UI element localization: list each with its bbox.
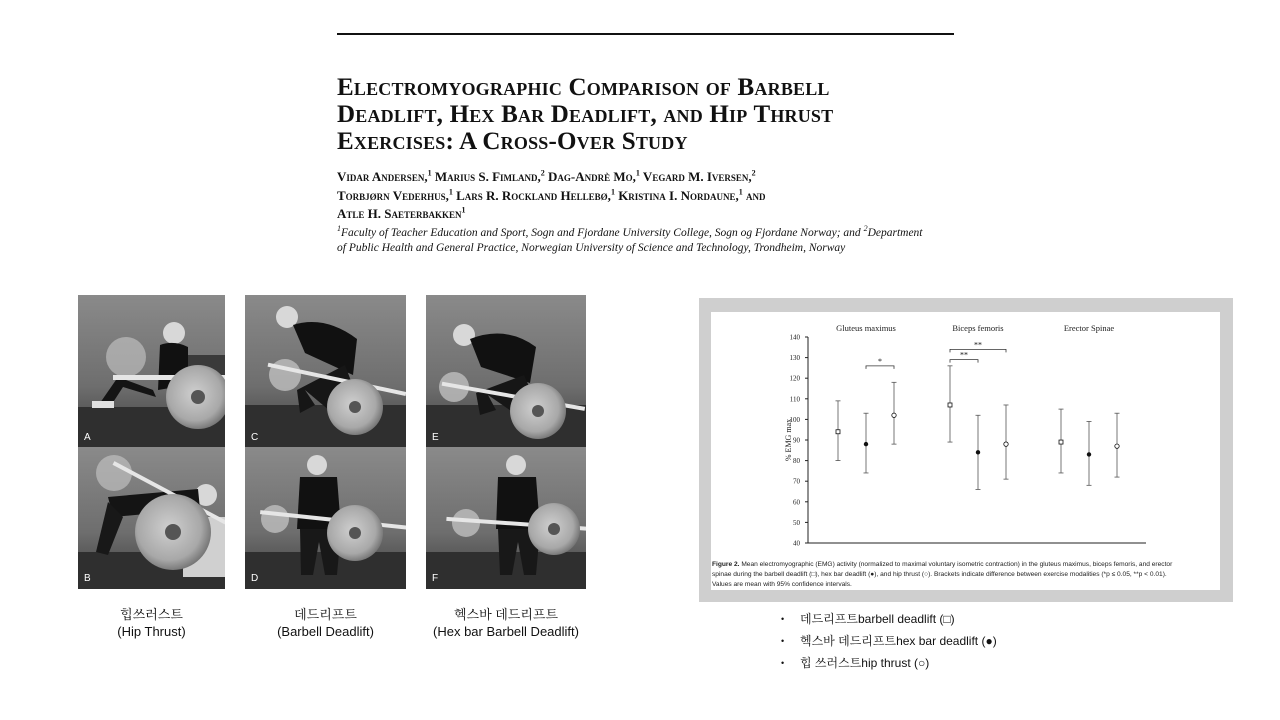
author-line-1 [337, 168, 977, 187]
panel-letter-b: B [84, 573, 91, 584]
author-affil-sup: 1 [635, 168, 640, 178]
affiliation-line-1 [337, 226, 977, 241]
caption-korean: 데드리프트 [294, 607, 357, 622]
caption-hex-bar-deadlift [416, 606, 596, 640]
category-label: Biceps femoris [952, 323, 1004, 333]
bullet-korean: 힙 쓰러스트 [800, 656, 862, 670]
figure-caption-line-2: spinae during the barbell deadlift (□), hex bar deadlift (●), and hip thrust (○). Brackets indicate difference between exercise modalities (*p ≤ 0.05, **p < 0.01). [712, 571, 1167, 578]
caption-english: (Hip Thrust) [117, 624, 186, 639]
y-tick-label: 120 [789, 374, 800, 383]
affil-sup: 2 [863, 224, 868, 234]
bullet-dot: • [781, 614, 785, 624]
author-name: Kristina I. Nordaune, [614, 187, 739, 203]
caption-korean: 힙쓰러스트 [120, 607, 183, 622]
category-label: Gluteus maximus [836, 323, 896, 333]
data-point-hex-bar-deadlift [1087, 452, 1091, 456]
data-point-hex-bar-deadlift [976, 450, 980, 454]
figure-caption-line-3: Values are mean with 95% confidence intervals. [712, 581, 852, 588]
y-tick-label: 80 [793, 457, 800, 466]
author-name: Vegard M. Iversen, [639, 169, 752, 184]
data-point-barbell-deadlift [836, 430, 840, 434]
author-affil-sup: 1 [738, 187, 743, 197]
author-name: Vidar Andersen, [337, 169, 428, 184]
panel-letter-e: E [432, 432, 439, 443]
author-affil-sup: 1 [610, 187, 615, 197]
y-tick-label: 130 [789, 354, 800, 363]
y-tick-label: 90 [793, 436, 800, 445]
bullet-korean: 데드리프트 [800, 612, 858, 626]
bullet-item [781, 611, 997, 633]
significance-bracket [950, 360, 978, 363]
photo-hex-bar-deadlift-start [426, 295, 586, 447]
y-tick-label: 40 [793, 539, 800, 548]
author-line-2 [337, 187, 977, 206]
y-tick-label: 50 [793, 518, 800, 527]
author-name: Atle H. Saeterbakken [337, 206, 462, 221]
emg-chart [711, 312, 1220, 560]
bullet-item [781, 655, 997, 677]
author-affil-sup: 1 [461, 205, 466, 215]
caption-english: (Barbell Deadlift) [277, 624, 374, 639]
data-point-hex-bar-deadlift [864, 442, 868, 446]
y-tick-label: 60 [793, 498, 800, 507]
bullet-item [781, 633, 997, 655]
photo-hip-thrust-start [78, 295, 225, 447]
bullet-english: hip thrust (○) [861, 656, 930, 670]
paper-title [337, 74, 977, 155]
data-point-hip-thrust [1004, 442, 1008, 446]
affiliations [337, 226, 977, 256]
affil-text: Faculty of Teacher Education and Sport, Sogn and Fjordane University College, Sogn og Fjordane Norway; and [341, 227, 864, 239]
author-list [337, 168, 977, 224]
y-tick-label: 140 [789, 333, 800, 342]
affiliation-line-2 [337, 241, 977, 256]
panel-letter-d: D [251, 573, 259, 584]
significance-label: ** [960, 350, 968, 360]
data-point-barbell-deadlift [948, 403, 952, 407]
author-name: Dag-Andrè Mo, [544, 169, 636, 184]
author-line-3 [337, 205, 977, 224]
author-name: Lars R. Rockland Hellebø, [452, 187, 611, 203]
significance-bracket [950, 349, 1006, 352]
data-point-hip-thrust [892, 413, 896, 417]
significance-label: * [878, 356, 882, 366]
title-line-1: Electromyographic Comparison of Barbell [337, 74, 830, 101]
author-name: Marius S. Fimland, [431, 169, 541, 184]
panel-letter-c: C [251, 432, 259, 443]
affil-sup: 1 [337, 224, 341, 234]
photo-barbell-deadlift-top [245, 447, 406, 589]
data-point-barbell-deadlift [1059, 440, 1063, 444]
caption-barbell-deadlift [245, 606, 406, 640]
bullet-english: barbell deadlift (□) [857, 612, 955, 626]
y-axis-label: % EMG max [784, 418, 793, 462]
caption-korean: 헥스바 데드리프트 [453, 607, 559, 622]
author-name: Torbjørn Vederhus, [337, 187, 449, 203]
caption-english: (Hex bar Barbell Deadlift) [433, 624, 579, 639]
bullet-english: hex bar deadlift (●) [896, 634, 997, 648]
significance-label: ** [974, 340, 982, 350]
author-affil-sup: 1 [427, 168, 432, 178]
title-line-3: Exercises: A Cross-Over Study [337, 128, 688, 155]
figure-caption [712, 560, 1222, 590]
bullet-dot: • [781, 658, 785, 668]
title-line-2: Deadlift, Hex Bar Deadlift, and Hip Thrust [337, 101, 834, 128]
photo-barbell-deadlift-start [245, 295, 406, 447]
affil-text: Department [867, 227, 923, 239]
author-affil-sup: 1 [448, 187, 453, 197]
category-label: Erector Spinae [1063, 323, 1115, 333]
author-affil-sup: 2 [751, 168, 756, 178]
author-affil-sup: 2 [540, 168, 545, 178]
affil-text: of Public Health and General Practice, Norwegian University of Science and Technology, Trondheim, Norway [337, 242, 846, 254]
author-conjunction: and [742, 187, 766, 203]
bullet-korean: 헥스바 데드리프트 [800, 634, 897, 648]
legend-bullets [781, 611, 997, 677]
bullet-dot: • [781, 636, 785, 646]
figure-caption-label: Figure 2. [712, 561, 740, 568]
data-point-hip-thrust [1115, 444, 1119, 448]
photo-hip-thrust-top [78, 447, 225, 589]
figure-caption-line-1: Mean electromyographic (EMG) activity (normalized to maximal voluntary isometric contraction) in the gluteus maximus, biceps femoris, and erector [739, 561, 1173, 568]
y-tick-label: 100 [789, 415, 800, 424]
top-rule [337, 33, 954, 35]
y-tick-label: 70 [793, 477, 800, 486]
significance-bracket [866, 366, 894, 369]
panel-letter-a: A [84, 432, 91, 443]
panel-letter-f: F [432, 573, 439, 584]
y-tick-label: 110 [789, 395, 800, 404]
photo-hex-bar-deadlift-top [426, 447, 586, 589]
caption-hip-thrust [78, 606, 225, 640]
